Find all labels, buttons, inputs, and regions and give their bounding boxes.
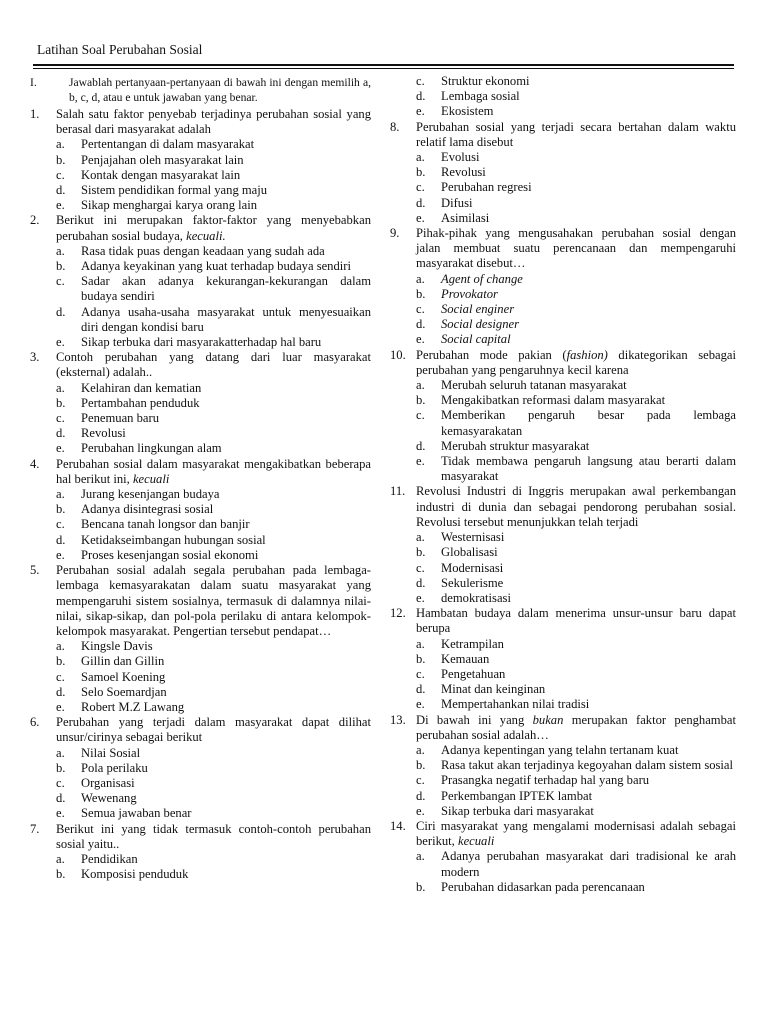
option-letter: a. (416, 530, 425, 545)
option-letter: e. (416, 697, 425, 712)
question-number: 4. (30, 456, 40, 471)
question-text (56, 563, 371, 639)
option-text: Perubahan regresi (441, 180, 532, 195)
option-letter: b. (56, 152, 66, 167)
option-text: Merubah seluruh tatanan masyarakat (441, 378, 627, 393)
question-text-pre: Perubahan mode pakian ( (416, 347, 567, 362)
option-letter: a. (416, 742, 425, 757)
answer-option (30, 441, 371, 456)
question-text-main: Revolusi Industri di Inggris merupakan awal perkembangan industri di dunia dan sebagai pendorong perubahan sosial. Revolusi tersebut menunjukkan telah terjadi (416, 484, 736, 529)
answer-option (390, 454, 736, 484)
question-7-continuation (390, 74, 736, 120)
answer-option (30, 700, 371, 715)
option-letter: e. (56, 547, 65, 562)
option-letter: e. (56, 198, 65, 213)
option-letter: e. (56, 806, 65, 821)
option-letter: c. (416, 408, 425, 423)
answer-option (30, 381, 371, 396)
option-letter: e. (416, 210, 425, 225)
question-number: 1. (30, 107, 40, 121)
question-text-main: Perubahan yang terjadi dalam masyarakat dapat dilihat unsur/cirinya sebagai berikut (56, 715, 371, 745)
question-text (56, 107, 371, 137)
option-letter: e. (416, 803, 425, 818)
question-text-emphasis: kecuali. (186, 228, 226, 243)
option-letter: b. (56, 395, 66, 410)
question-number: 5. (30, 563, 40, 578)
answer-option (390, 561, 736, 576)
answer-option (30, 198, 371, 213)
answer-option (390, 287, 736, 302)
option-letter: e. (56, 441, 65, 456)
question-8 (390, 120, 736, 226)
option-letter: b. (416, 545, 426, 560)
option-text: Adanya keyakinan yang kuat terhadap budaya sendiri (81, 259, 351, 274)
answer-option (30, 411, 371, 426)
option-text: Social capital (441, 332, 511, 347)
answer-option (390, 393, 736, 408)
answer-option (390, 667, 736, 682)
option-letter: a. (56, 487, 65, 502)
option-text: Pendidikan (81, 851, 138, 866)
answer-option (30, 791, 371, 806)
answer-option (390, 408, 736, 438)
option-text: Westernisasi (441, 530, 505, 545)
question-2 (30, 213, 371, 350)
option-letter: c. (416, 74, 425, 88)
question-text-emphasis: bukan (532, 712, 564, 727)
option-text: Agent of change (441, 271, 523, 286)
option-letter: e. (416, 590, 425, 605)
answer-option (390, 211, 736, 226)
option-text: Gillin dan Gillin (81, 654, 165, 669)
option-letter: d. (56, 684, 66, 699)
answer-option (390, 165, 736, 180)
option-text: Pengetahuan (441, 666, 506, 681)
option-text: Adanya usaha-usaha masyarakat untuk menyesuaikan diri dengan kondisi baru (81, 304, 371, 334)
answer-option (390, 804, 736, 819)
option-letter: a. (56, 137, 65, 152)
header-rule-thin (33, 68, 734, 69)
option-text: Perkembangan IPTEK lambat (441, 788, 593, 803)
option-letter: a. (416, 150, 425, 165)
option-letter: a. (56, 851, 65, 866)
answer-option (30, 533, 371, 548)
option-text: Ketrampilan (441, 636, 504, 651)
answer-option (30, 168, 371, 183)
answer-option (30, 137, 371, 152)
option-text: Wewenang (81, 791, 137, 806)
answer-option (390, 849, 736, 879)
answer-option (390, 652, 736, 667)
question-stem (30, 350, 371, 380)
option-letter: e. (416, 454, 425, 469)
option-text: Globalisasi (441, 545, 498, 560)
question-number: 10. (390, 347, 406, 362)
option-text: Ketidakseimbangan hubungan sosial (81, 532, 266, 547)
question-stem (30, 822, 371, 852)
answer-option (30, 183, 371, 198)
question-stem (30, 457, 371, 487)
question-13 (390, 713, 736, 819)
option-letter: a. (56, 380, 65, 395)
option-letter: e. (56, 335, 65, 350)
instruction-number: I. (30, 76, 37, 89)
option-text: Asimilasi (441, 210, 490, 225)
question-stem (390, 606, 736, 636)
option-text: Adanya disintegrasi sosial (81, 502, 214, 517)
option-text: Kelahiran dan kematian (81, 380, 202, 395)
option-text: Revolusi (81, 426, 126, 441)
question-number: 9. (390, 226, 400, 241)
question-text (416, 819, 736, 849)
answer-option (30, 670, 371, 685)
option-letter: a. (56, 745, 65, 760)
option-text: Sadar akan adanya kekurangan-kekurangan dalam budaya sendiri (81, 274, 371, 304)
question-text-main: Berikut ini yang tidak termasuk contoh-contoh perubahan sosial yaitu.. (56, 821, 371, 851)
option-letter: c. (416, 666, 425, 681)
option-letter: b. (416, 651, 426, 666)
question-11 (390, 484, 736, 606)
question-text-post: dikategorikan sebagai perubahan yang pengaruhnya kecil karena (416, 347, 737, 377)
option-text: Samoel Koening (81, 669, 166, 684)
option-text: Sistem pendidikan formal yang maju (81, 183, 268, 198)
option-letter: d. (416, 89, 426, 104)
option-letter: a. (416, 849, 425, 864)
question-stem (390, 348, 736, 378)
option-letter: d. (56, 183, 66, 198)
option-text: Adanya kepentingan yang telahn tertanam kuat (441, 742, 679, 757)
answer-option (390, 89, 736, 104)
question-text (56, 822, 371, 852)
answer-option (390, 576, 736, 591)
option-text: Mempertahankan nilai tradisi (441, 697, 590, 712)
option-letter: a. (416, 378, 425, 393)
page-title: Latihan Soal Perubahan Sosial (37, 42, 203, 57)
answer-option (390, 637, 736, 652)
question-text-main: Salah satu faktor penyebab terjadinya perubahan sosial yang berasal dari masyarakat adalah (56, 107, 371, 137)
option-letter: e. (416, 104, 425, 119)
option-text: Sikap menghargai karya orang lain (81, 198, 258, 213)
option-letter: d. (416, 575, 426, 590)
question-text-pre: Di bawah ini yang (416, 712, 533, 727)
option-letter: d. (416, 438, 426, 453)
question-9 (390, 226, 736, 348)
question-stem (390, 713, 736, 743)
answer-option (30, 305, 371, 335)
option-text: Social designer (441, 317, 519, 332)
option-text: Semua jawaban benar (81, 806, 192, 821)
option-letter: c. (56, 669, 65, 684)
answer-option (30, 502, 371, 517)
option-text: demokratisasi (441, 590, 511, 605)
question-text-emphasis: kecuali (132, 471, 170, 486)
option-letter: c. (56, 274, 65, 289)
option-text: Prasangka negatif terhadap hal yang baru (441, 773, 650, 788)
answer-option (30, 806, 371, 821)
question-3 (30, 350, 371, 456)
question-text-main: Perubahan sosial dalam masyarakat mengakibatkan beberapa hal berikut ini, (56, 456, 371, 486)
answer-option (30, 776, 371, 791)
option-text: Pertambahan penduduk (81, 395, 200, 410)
option-letter: c. (56, 775, 65, 790)
option-letter: c. (416, 302, 425, 317)
option-text: Kemauan (441, 651, 490, 666)
question-4 (30, 457, 371, 563)
option-text: Penemuan baru (81, 411, 159, 426)
answer-option (390, 530, 736, 545)
question-stem (390, 226, 736, 272)
option-text: Evolusi (441, 150, 480, 165)
question-number: 12. (390, 606, 406, 621)
option-text: Mengakibatkan reformasi dalam masyarakat (441, 393, 666, 408)
question-number: 6. (30, 715, 40, 730)
question-text-main: Hambatan budaya dalam menerima unsur-unsur baru dapat berupa (416, 606, 736, 636)
option-letter: a. (56, 243, 65, 258)
option-text: Lembaga sosial (441, 89, 520, 104)
question-text (416, 120, 736, 150)
option-letter: d. (416, 317, 426, 332)
answer-option (30, 335, 371, 350)
option-text: Sikap terbuka dari masyarakat (441, 803, 594, 818)
answer-option (390, 697, 736, 712)
right-question-list (390, 120, 736, 895)
question-number: 3. (30, 350, 40, 365)
option-letter: c. (416, 560, 425, 575)
option-text: Merubah struktur masyarakat (441, 438, 590, 453)
option-text: Social enginer (441, 302, 515, 317)
right-column (390, 74, 736, 895)
header-rule-thick (33, 64, 734, 66)
option-letter: b. (416, 165, 426, 180)
answer-option (30, 487, 371, 502)
option-text: Perubahan lingkungan alam (81, 441, 222, 456)
question-text (56, 213, 371, 243)
question-text (416, 713, 736, 743)
option-text: Pertentangan di dalam masyarakat (81, 137, 255, 152)
question-number: 8. (390, 119, 400, 134)
answer-option (390, 332, 736, 347)
answer-option (390, 880, 736, 895)
question-stem (30, 563, 371, 639)
option-letter: b. (56, 867, 66, 882)
answer-option (30, 867, 371, 882)
option-text: Perubahan didasarkan pada perencanaan (441, 879, 645, 894)
option-letter: d. (416, 195, 426, 210)
option-text: Proses kesenjangan sosial ekonomi (81, 547, 259, 562)
option-letter: b. (416, 758, 426, 773)
answer-option (390, 74, 736, 89)
question-text (416, 348, 736, 378)
option-letter: d. (56, 426, 66, 441)
answer-option (390, 150, 736, 165)
answer-option (390, 743, 736, 758)
option-text: Rasa tidak puas dengan keadaan yang sudah ada (81, 243, 325, 258)
question-text-main: Pihak-pihak yang mengusahakan perubahan sosial dengan jalan membuat suatu perencanaan dan mempengaruhi masyarakat disebut… (416, 226, 736, 271)
answer-option (30, 426, 371, 441)
option-text: Rasa takut akan terjadinya kegoyahan dalam sistem sosial (441, 758, 734, 773)
option-text: Sekulerisme (441, 575, 504, 590)
question-12 (390, 606, 736, 712)
option-text: Modernisasi (441, 560, 504, 575)
answer-option (390, 545, 736, 560)
answer-option (30, 274, 371, 304)
option-letter: b. (56, 760, 66, 775)
option-text: Ekosistem (441, 104, 494, 119)
left-column (30, 74, 371, 882)
question-number: 2. (30, 213, 40, 228)
question-1 (30, 107, 371, 213)
answer-option (30, 517, 371, 532)
option-text: Organisasi (81, 775, 135, 790)
question-text-main: Ciri masyarakat yang mengalami modernisasi adalah sebagai berikut, (416, 818, 736, 849)
option-letter: c. (56, 167, 65, 182)
question-7 (30, 822, 371, 883)
option-text: Sikap terbuka dari masyarakatterhadap hal baru (81, 335, 322, 350)
question-stem (30, 213, 371, 243)
instruction (30, 76, 371, 105)
question-text-main: Perubahan sosial yang terjadi secara bertahan dalam waktu relatif lama disebut (416, 119, 736, 149)
answer-option (30, 259, 371, 274)
question-number: 11. (390, 484, 406, 499)
question-stem (390, 819, 736, 849)
option-text: Bencana tanah longsor dan banjir (81, 517, 250, 532)
option-letter: c. (416, 773, 425, 788)
question-stem (30, 715, 371, 745)
option-letter: b. (416, 286, 426, 301)
question-number: 13. (390, 712, 406, 727)
question-text-emphasis: fashion) (566, 347, 608, 362)
option-letter: d. (416, 788, 426, 803)
answer-option (390, 196, 736, 211)
question-text-main: Berikut ini merupakan faktor-faktor yang menyebabkan perubahan sosial budaya, (56, 213, 371, 243)
answer-option (390, 773, 736, 788)
option-letter: e. (416, 332, 425, 347)
question-stem (390, 120, 736, 150)
answer-option (30, 654, 371, 669)
option-text: Nilai Sosial (81, 745, 141, 760)
option-letter: a. (416, 636, 425, 651)
option-letter: b. (416, 393, 426, 408)
question-stem (30, 107, 371, 137)
answer-option (30, 153, 371, 168)
option-text: Tidak membawa pengaruh langsung atau berarti dalam masyarakat (441, 454, 736, 484)
answer-option (390, 180, 736, 195)
answer-option (30, 852, 371, 867)
option-letter: d. (56, 304, 66, 319)
answer-option (30, 685, 371, 700)
question-14 (390, 819, 736, 895)
option-text: Selo Soemardjan (81, 684, 167, 699)
answer-option (390, 789, 736, 804)
option-text: Provokator (441, 286, 498, 301)
answer-option (390, 378, 736, 393)
option-letter: a. (416, 271, 425, 286)
option-text: Minat dan keinginan (441, 682, 546, 697)
answer-option (390, 682, 736, 697)
option-text: Pola perilaku (81, 760, 148, 775)
question-10 (390, 348, 736, 485)
answer-option (390, 302, 736, 317)
question-text (416, 226, 736, 272)
question-text (416, 606, 736, 636)
option-letter: d. (416, 682, 426, 697)
option-text: Memberikan pengaruh besar pada lembaga kemasyarakatan (441, 408, 736, 438)
instruction-text: Jawablah pertanyaan-pertanyaan di bawah ini dengan memilih a, b, c, d, atau e untuk jawaban yang benar. (69, 76, 371, 104)
option-letter: b. (56, 502, 66, 517)
option-letter: a. (56, 639, 65, 654)
option-text: Komposisi penduduk (81, 867, 189, 882)
answer-option (390, 439, 736, 454)
question-text (56, 715, 371, 745)
option-text: Revolusi (441, 165, 486, 180)
question-text-main: Perubahan sosial adalah segala perubahan pada lembaga-lembaga kemasyarakatan dalam suatu masyarakat yang mempengaruhi sistem sosialnya, termasuk di dalamnya nilai-nilai, sikap-sikap, dan pol-pola perilaku di antara kelompok-kelompok masyarakat. Pengertian tersebut pendapat… (56, 563, 371, 638)
answer-option (30, 396, 371, 411)
question-number: 7. (30, 821, 40, 836)
question-text-main: Contoh perubahan yang datang dari luar masyarakat (eksternal) adalah.. (56, 350, 371, 380)
option-text: Difusi (441, 195, 473, 210)
option-text: Kingsle Davis (81, 639, 153, 654)
question-stem (390, 484, 736, 530)
option-text: Adanya perubahan masyarakat dari tradisional ke arah modern (441, 849, 736, 879)
question-text-emphasis: kecuali (457, 834, 495, 849)
option-letter: e. (56, 699, 65, 714)
option-letter: c. (416, 180, 425, 195)
answer-option (30, 639, 371, 654)
option-letter: b. (416, 879, 426, 894)
option-letter: b. (56, 654, 66, 669)
answer-option (390, 591, 736, 606)
option-letter: b. (56, 259, 66, 274)
option-text: Kontak dengan masyarakat lain (81, 167, 241, 182)
answer-option (390, 317, 736, 332)
option-text: Penjajahan oleh masyarakat lain (81, 152, 244, 167)
question-5 (30, 563, 371, 715)
option-letter: d. (56, 532, 66, 547)
question-text (56, 457, 371, 487)
answer-option (30, 548, 371, 563)
option-letter: d. (56, 791, 66, 806)
option-text: Struktur ekonomi (441, 74, 530, 88)
answer-option (390, 758, 736, 773)
question-text (416, 484, 736, 530)
question-6 (30, 715, 371, 821)
answer-option (30, 244, 371, 259)
answer-option (390, 272, 736, 287)
left-question-list (30, 107, 371, 882)
option-letter: c. (56, 411, 65, 426)
option-text: Jurang kesenjangan budaya (81, 487, 220, 502)
answer-option (390, 104, 736, 119)
answer-option (30, 761, 371, 776)
question-number: 14. (390, 818, 406, 833)
question-text (56, 350, 371, 380)
option-letter: c. (56, 517, 65, 532)
option-text: Robert M.Z Lawang (81, 699, 185, 714)
question-text-post: merupakan faktor penghambat perubahan sosial adalah… (416, 712, 736, 742)
answer-option (30, 746, 371, 761)
